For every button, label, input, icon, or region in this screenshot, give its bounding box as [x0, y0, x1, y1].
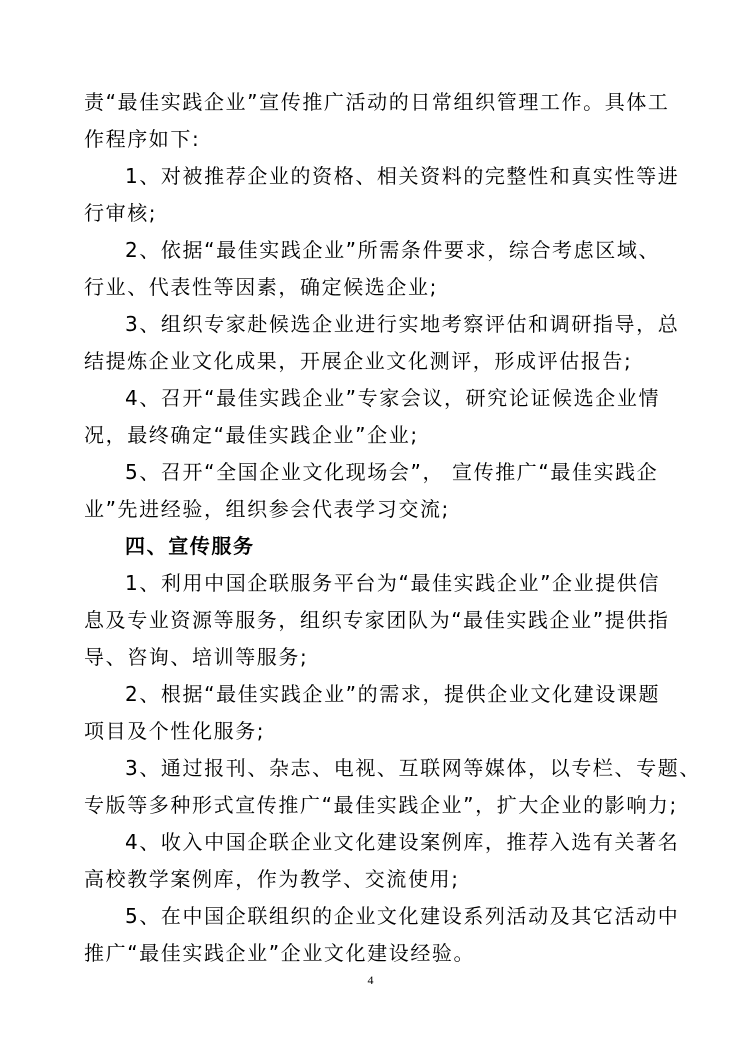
section-heading: 四、宣传服务 — [125, 534, 255, 558]
text-line-19: 3、通过报刊、杂志、电视、互联网等媒体，以专栏、专题、 — [125, 756, 701, 780]
text-line-15: 息及专业资源等服务，组织专家团队为“最佳实践企业”提供指 — [84, 608, 670, 632]
text-line-17: 2、根据“最佳实践企业”的需求，提供企业文化建设课题 — [125, 682, 661, 706]
page-number: 4 — [367, 973, 374, 987]
text-line-11: 5、召开“全国企业文化现场会”， 宣传推广“最佳实践企 — [125, 460, 659, 484]
text-line-16: 导、咨询、培训等服务; — [84, 645, 309, 669]
text-line-12: 业”先进经验，组织参会代表学习交流; — [84, 497, 450, 521]
text-line-8: 结提炼企业文化成果，开展企业文化测评，形成评估报告; — [84, 349, 633, 373]
text-line-22: 高校教学案例库，作为教学、交流使用; — [84, 867, 460, 891]
text-line-10: 况，最终确定“最佳实践企业”企业; — [84, 423, 419, 447]
text-line-4: 行审核; — [84, 201, 158, 225]
text-line-2: 作程序如下: — [84, 127, 201, 151]
text-line-24: 推广“最佳实践企业”企业文化建设经验。 — [84, 941, 476, 965]
text-line-20: 专版等多种形式宣传推广“最佳实践企业”，扩大企业的影响力; — [84, 793, 678, 817]
text-line-14: 1、利用中国企联服务平台为“最佳实践企业”企业提供信 — [125, 571, 661, 595]
text-line-6: 行业、代表性等因素，确定候选企业; — [84, 275, 438, 299]
text-line-5: 2、依据“最佳实践企业”所需条件要求，综合考虑区域、 — [125, 238, 661, 262]
text-line-23: 5、在中国企联组织的企业文化建设系列活动及其它活动中 — [125, 904, 680, 928]
text-line-18: 项目及个性化服务; — [84, 719, 266, 743]
text-line-3: 1、对被推荐企业的资格、相关资料的完整性和真实性等进 — [125, 164, 680, 188]
text-line-9: 4、召开“最佳实践企业”专家会议，研究论证候选企业情 — [125, 386, 661, 410]
text-line-1: 责“最佳实践企业”宣传推广活动的日常组织管理工作。具体工 — [84, 90, 670, 114]
text-line-7: 3、组织专家赴候选企业进行实地考察评估和调研指导，总 — [125, 312, 680, 336]
text-line-21: 4、收入中国企联企业文化建设案例库，推荐入选有关著名 — [125, 830, 680, 854]
